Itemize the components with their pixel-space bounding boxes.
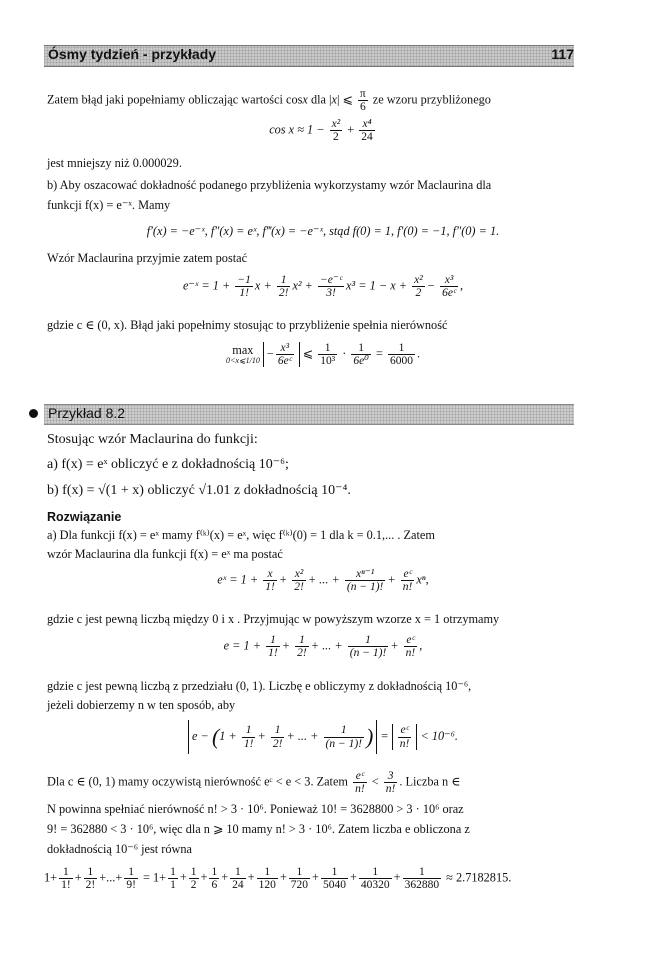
operator: + bbox=[279, 870, 287, 885]
fraction bbox=[289, 866, 310, 891]
equation-cos-approx bbox=[0, 118, 646, 143]
numerator: 1 bbox=[230, 866, 246, 879]
fraction bbox=[321, 866, 348, 891]
task-a: a) f(x) = eˣ obliczyć e z dokładnością 10⁻⁶; bbox=[47, 457, 289, 472]
numerator: 1 bbox=[190, 866, 197, 878]
paragraph: b) Aby oszacować dokładność podanego przybliżenia wykorzystamy wzór Maclaurina dla bbox=[47, 178, 492, 192]
numerator: 1 bbox=[403, 866, 442, 879]
operator: + bbox=[387, 572, 396, 587]
numerator: x bbox=[263, 568, 277, 581]
denominator: 5040 bbox=[322, 879, 346, 892]
eq-term: , bbox=[419, 638, 423, 653]
numerator: 1 bbox=[318, 342, 337, 355]
fraction bbox=[295, 634, 309, 659]
numerator: 1 bbox=[257, 866, 278, 879]
denominator: 2! bbox=[297, 647, 307, 660]
operator: + bbox=[281, 638, 291, 653]
numerator: 1 bbox=[289, 866, 310, 879]
numerator: 1 bbox=[266, 634, 280, 647]
paragraph: dokładnością 10⁻⁶ jest równa bbox=[47, 842, 192, 856]
fraction bbox=[359, 118, 375, 143]
eq-dots: +...+ bbox=[99, 870, 123, 885]
denominator: 1! bbox=[243, 737, 254, 750]
fraction bbox=[403, 866, 442, 891]
denominator: n! bbox=[385, 783, 396, 796]
fraction bbox=[401, 568, 415, 593]
var-x: x bbox=[302, 92, 308, 107]
eq-lhs: e − bbox=[192, 728, 209, 743]
paragraph: gdzie c jest pewną liczbą między 0 i x . Przyjmując w powyższym wzorze x = 1 otrzymamy bbox=[47, 612, 500, 626]
example-title: Przykład 8.2 bbox=[48, 405, 126, 421]
numerator: x³ bbox=[440, 274, 458, 287]
numerator: −e⁻ᶜ bbox=[320, 274, 343, 286]
denominator: 6eᶜ bbox=[277, 355, 292, 368]
text-segment: . Liczba n ∈ bbox=[399, 774, 461, 789]
numerator: 1 bbox=[359, 866, 392, 879]
eq-lhs: e⁻ˣ = 1 + bbox=[182, 278, 231, 293]
denominator: 120 bbox=[258, 879, 276, 892]
operator: ⩽ bbox=[302, 346, 314, 361]
eq-start: 1+ bbox=[44, 870, 58, 885]
operator: = bbox=[380, 728, 389, 743]
denominator: 1! bbox=[265, 581, 275, 594]
denominator: 9! bbox=[126, 879, 136, 892]
numerator: 1 bbox=[84, 866, 98, 879]
fraction bbox=[351, 342, 370, 367]
fraction bbox=[412, 274, 425, 299]
fraction bbox=[440, 274, 458, 299]
equation-derivatives: f′(x) = −e⁻ˣ, f″(x) = eˣ, f‴(x) = −e⁻ˣ, stąd f(0) = 1, f′(0) = −1, f″(0) = 1. bbox=[146, 224, 500, 238]
denominator: 1! bbox=[61, 879, 71, 892]
fraction bbox=[292, 568, 306, 593]
paragraph-inequality bbox=[47, 770, 460, 795]
denominator: n! bbox=[405, 647, 416, 660]
operator: + bbox=[390, 638, 399, 653]
operator: · bbox=[342, 346, 347, 361]
eq-term: x³ = 1 − x + bbox=[346, 278, 408, 293]
operator: + ... + bbox=[286, 728, 319, 743]
paragraph: wzór Maclaurina dla funkcji f(x) = eˣ ma postać bbox=[47, 547, 283, 561]
paragraph-error-intro bbox=[47, 88, 491, 113]
numerator: 1 bbox=[211, 866, 218, 878]
eq-lhs: cos x ≈ 1 − bbox=[269, 122, 325, 137]
eq-term: x + bbox=[254, 278, 272, 293]
absolute-value bbox=[188, 720, 377, 754]
denominator: 2 bbox=[415, 287, 422, 300]
paragraph: 9! = 362880 < 3 · 10⁶, więc dla n ⩾ 10 mamy n! > 3 · 10⁶. Zatem liczba e obliczona z bbox=[47, 822, 470, 836]
fraction-pi-6 bbox=[358, 88, 368, 113]
denominator: 6 bbox=[211, 879, 218, 892]
denominator: 1! bbox=[268, 647, 278, 660]
fraction bbox=[277, 274, 291, 299]
eq-term: 1 + bbox=[219, 728, 237, 743]
fraction bbox=[242, 724, 256, 749]
fraction bbox=[168, 866, 178, 891]
numerator: x² bbox=[331, 118, 341, 130]
text-segment: Dla c ∈ (0, 1) mamy oczywistą nierówność eᶜ < e < 3. Zatem bbox=[47, 774, 348, 789]
eq-rhs: < 10⁻⁶. bbox=[420, 728, 458, 743]
denominator: n! bbox=[355, 783, 365, 796]
paragraph: funkcji f(x) = e⁻ˣ. Mamy bbox=[47, 198, 171, 212]
numerator: 1 bbox=[170, 866, 176, 878]
numerator: eᶜ bbox=[401, 568, 415, 581]
operator: = bbox=[375, 346, 383, 361]
paragraph: gdzie c ∈ (0, x). Błąd jaki popełnimy stosując to przybliżenie spełnia nierówność bbox=[47, 318, 448, 332]
fraction bbox=[271, 724, 285, 749]
equation-maclaurin-exp bbox=[0, 568, 646, 593]
eq-term: xⁿ, bbox=[416, 572, 429, 587]
denominator: 2 bbox=[190, 879, 197, 892]
text-segment: Zatem błąd jaki popełniamy obliczając wartości cos bbox=[47, 92, 303, 107]
equation-e-error bbox=[0, 720, 646, 754]
eq-term: . bbox=[416, 346, 421, 361]
numerator: 1 bbox=[321, 866, 348, 879]
equation-maclaurin-exp-neg bbox=[0, 274, 646, 299]
operator: + bbox=[257, 728, 266, 743]
fraction bbox=[404, 634, 418, 659]
fraction bbox=[263, 568, 277, 593]
denominator: n! bbox=[402, 581, 413, 594]
operator: + bbox=[312, 870, 319, 885]
equation-e-series bbox=[0, 634, 646, 659]
max-range: 0<x⩽1/10 bbox=[225, 355, 260, 365]
fraction bbox=[84, 866, 98, 891]
eq-lhs: e = 1 + bbox=[223, 638, 262, 653]
fraction bbox=[318, 274, 344, 299]
numerator: 1 bbox=[242, 724, 256, 737]
numerator: 1 bbox=[348, 634, 389, 647]
denominator: n! bbox=[399, 737, 410, 750]
task-b: b) f(x) = √(1 + x) obliczyć √1.01 z dokładnością 10⁻⁴. bbox=[47, 483, 351, 498]
absolute-value: − $\frac{\text{x³}}{\text{6eᶜ}}$ bbox=[263, 342, 300, 367]
eq-lhs: eˣ = 1 + bbox=[217, 572, 259, 587]
paragraph: Wzór Maclaurina przyjmie zatem postać bbox=[47, 251, 248, 265]
numerator: 1 bbox=[324, 724, 365, 737]
paragraph: gdzie c jest pewną liczbą z przedziału (0, 1). Liczbę e obliczymy z dokładnością 10⁻⁶, bbox=[47, 679, 472, 693]
denominator: 720 bbox=[290, 879, 309, 892]
page-number: 117 bbox=[551, 46, 574, 62]
fraction bbox=[276, 342, 294, 367]
eq-eq: = 1+ bbox=[142, 870, 167, 885]
operator: + bbox=[349, 870, 357, 885]
numerator: x² bbox=[292, 568, 306, 581]
operator: + bbox=[221, 870, 229, 885]
text-segment: ze wzoru przybliżonego bbox=[369, 92, 491, 107]
denominator: 2! bbox=[272, 737, 283, 750]
fraction bbox=[359, 866, 392, 891]
fraction bbox=[189, 866, 199, 891]
denominator: 24 bbox=[361, 131, 373, 144]
operator: < bbox=[371, 774, 379, 789]
denominator: 2! bbox=[294, 581, 304, 594]
fraction bbox=[345, 568, 386, 593]
numerator: 3 bbox=[384, 770, 398, 783]
operator: + bbox=[347, 122, 355, 137]
denominator: 6e⁰ bbox=[353, 355, 369, 368]
max-label: max bbox=[232, 343, 254, 358]
numerator: 1 bbox=[124, 866, 138, 879]
var-x: x bbox=[331, 92, 337, 107]
denominator: 6000 bbox=[389, 355, 413, 368]
eq-term: x² + bbox=[292, 278, 313, 293]
numerator: π bbox=[359, 88, 366, 100]
denominator: 3! bbox=[326, 287, 336, 300]
fraction bbox=[318, 342, 337, 367]
numerator: 1 bbox=[59, 866, 73, 879]
denominator: (n − 1)! bbox=[325, 737, 362, 750]
denominator: 24 bbox=[232, 879, 244, 892]
numerator: x² bbox=[414, 274, 423, 286]
operator: + ... + bbox=[307, 572, 340, 587]
fraction bbox=[266, 634, 280, 659]
fraction bbox=[124, 866, 138, 891]
denominator: 2! bbox=[278, 287, 289, 300]
fraction bbox=[59, 866, 73, 891]
denominator: 1! bbox=[239, 287, 249, 300]
bullet-icon bbox=[29, 409, 38, 418]
operator: + bbox=[278, 572, 288, 587]
fraction bbox=[235, 274, 253, 299]
numerator: eᶜ bbox=[404, 634, 418, 647]
numerator: xⁿ⁻¹ bbox=[345, 568, 386, 581]
denominator: (n − 1)! bbox=[346, 581, 384, 594]
equation-e-value: 1+ $\frac{1}{1!}$ + $\frac{1}{2!}$ +...+ $\frac{1}{9!}$ = 1+ $\frac{1}{1}$ + $\frac{1}{2}$ + $\frac{1}{6}$ + $\frac{1}{24}$ + $\frac{1}{120}$ + $\frac{1}{720}$ + $\frac{1}{5040}$ + $\frac{1}{40320}$ + $\frac{1}{362880}$ ≈ 2.7182815. bbox=[44, 866, 512, 892]
denominator: (n − 1)! bbox=[349, 647, 387, 660]
fraction bbox=[388, 342, 415, 367]
paragraph: jest mniejszy niż 0.000029. bbox=[47, 156, 182, 170]
numerator: eᶜ bbox=[398, 724, 412, 737]
fraction bbox=[353, 770, 367, 795]
fraction bbox=[398, 724, 412, 749]
numerator: eᶜ bbox=[353, 770, 367, 783]
eq-term: , bbox=[459, 278, 464, 293]
operator: + bbox=[200, 870, 208, 885]
operator: + bbox=[393, 870, 401, 885]
eq-term: − bbox=[426, 278, 435, 293]
paragraph: Stosując wzór Maclaurina do funkcji: bbox=[47, 432, 258, 447]
denominator: 10³ bbox=[320, 355, 336, 368]
fraction bbox=[330, 118, 343, 143]
numerator: 1 bbox=[351, 342, 370, 355]
paragraph: jeżeli dobierzemy n w ten sposób, aby bbox=[47, 698, 236, 712]
numerator: 1 bbox=[388, 342, 415, 355]
paragraph: a) Dla funkcji f(x) = eˣ mamy f⁽ᵏ⁾(x) = eˣ, więc f⁽ᵏ⁾(0) = 1 dla k = 0.1,... . Zatem bbox=[47, 528, 435, 542]
max-operator bbox=[226, 344, 260, 364]
denominator: 6 bbox=[359, 101, 366, 114]
solution-label: Rozwiązanie bbox=[47, 510, 122, 524]
denominator: 2! bbox=[85, 879, 96, 892]
fraction bbox=[384, 770, 398, 795]
fraction bbox=[209, 866, 219, 891]
equation-error-bound bbox=[0, 342, 646, 367]
operator: + bbox=[247, 870, 255, 885]
operator: + ... + bbox=[310, 638, 343, 653]
fraction bbox=[324, 724, 365, 749]
numerator: x⁴ bbox=[359, 118, 375, 131]
fraction bbox=[230, 866, 246, 891]
fraction bbox=[348, 634, 389, 659]
text-segment: dla | bbox=[307, 92, 332, 107]
numerator: 1 bbox=[295, 634, 309, 647]
denominator: 6eᶜ bbox=[442, 287, 456, 300]
numerator: x³ bbox=[276, 342, 294, 355]
numerator: 1 bbox=[277, 274, 291, 287]
fraction bbox=[257, 866, 278, 891]
eq-result: ≈ 2.7182815. bbox=[446, 870, 512, 885]
absolute-value bbox=[392, 724, 418, 749]
paragraph: N powinna spełniać nierówność n! > 3 · 10⁶. Ponieważ 10! = 3628800 > 3 · 10⁶ oraz bbox=[47, 802, 464, 816]
numerator: −1 bbox=[237, 274, 251, 286]
paren: ) bbox=[366, 724, 374, 749]
operator: + bbox=[179, 870, 187, 885]
paren: ( bbox=[211, 724, 220, 749]
denominator: 40320 bbox=[360, 879, 390, 892]
text-segment: | ⩽ bbox=[337, 92, 353, 107]
numerator: 1 bbox=[271, 724, 285, 737]
denominator: 2 bbox=[333, 131, 339, 144]
page-header-title: Ósmy tydzień - przykłady bbox=[48, 46, 217, 62]
denominator: 362880 bbox=[404, 879, 440, 892]
denominator: 1 bbox=[170, 879, 176, 892]
